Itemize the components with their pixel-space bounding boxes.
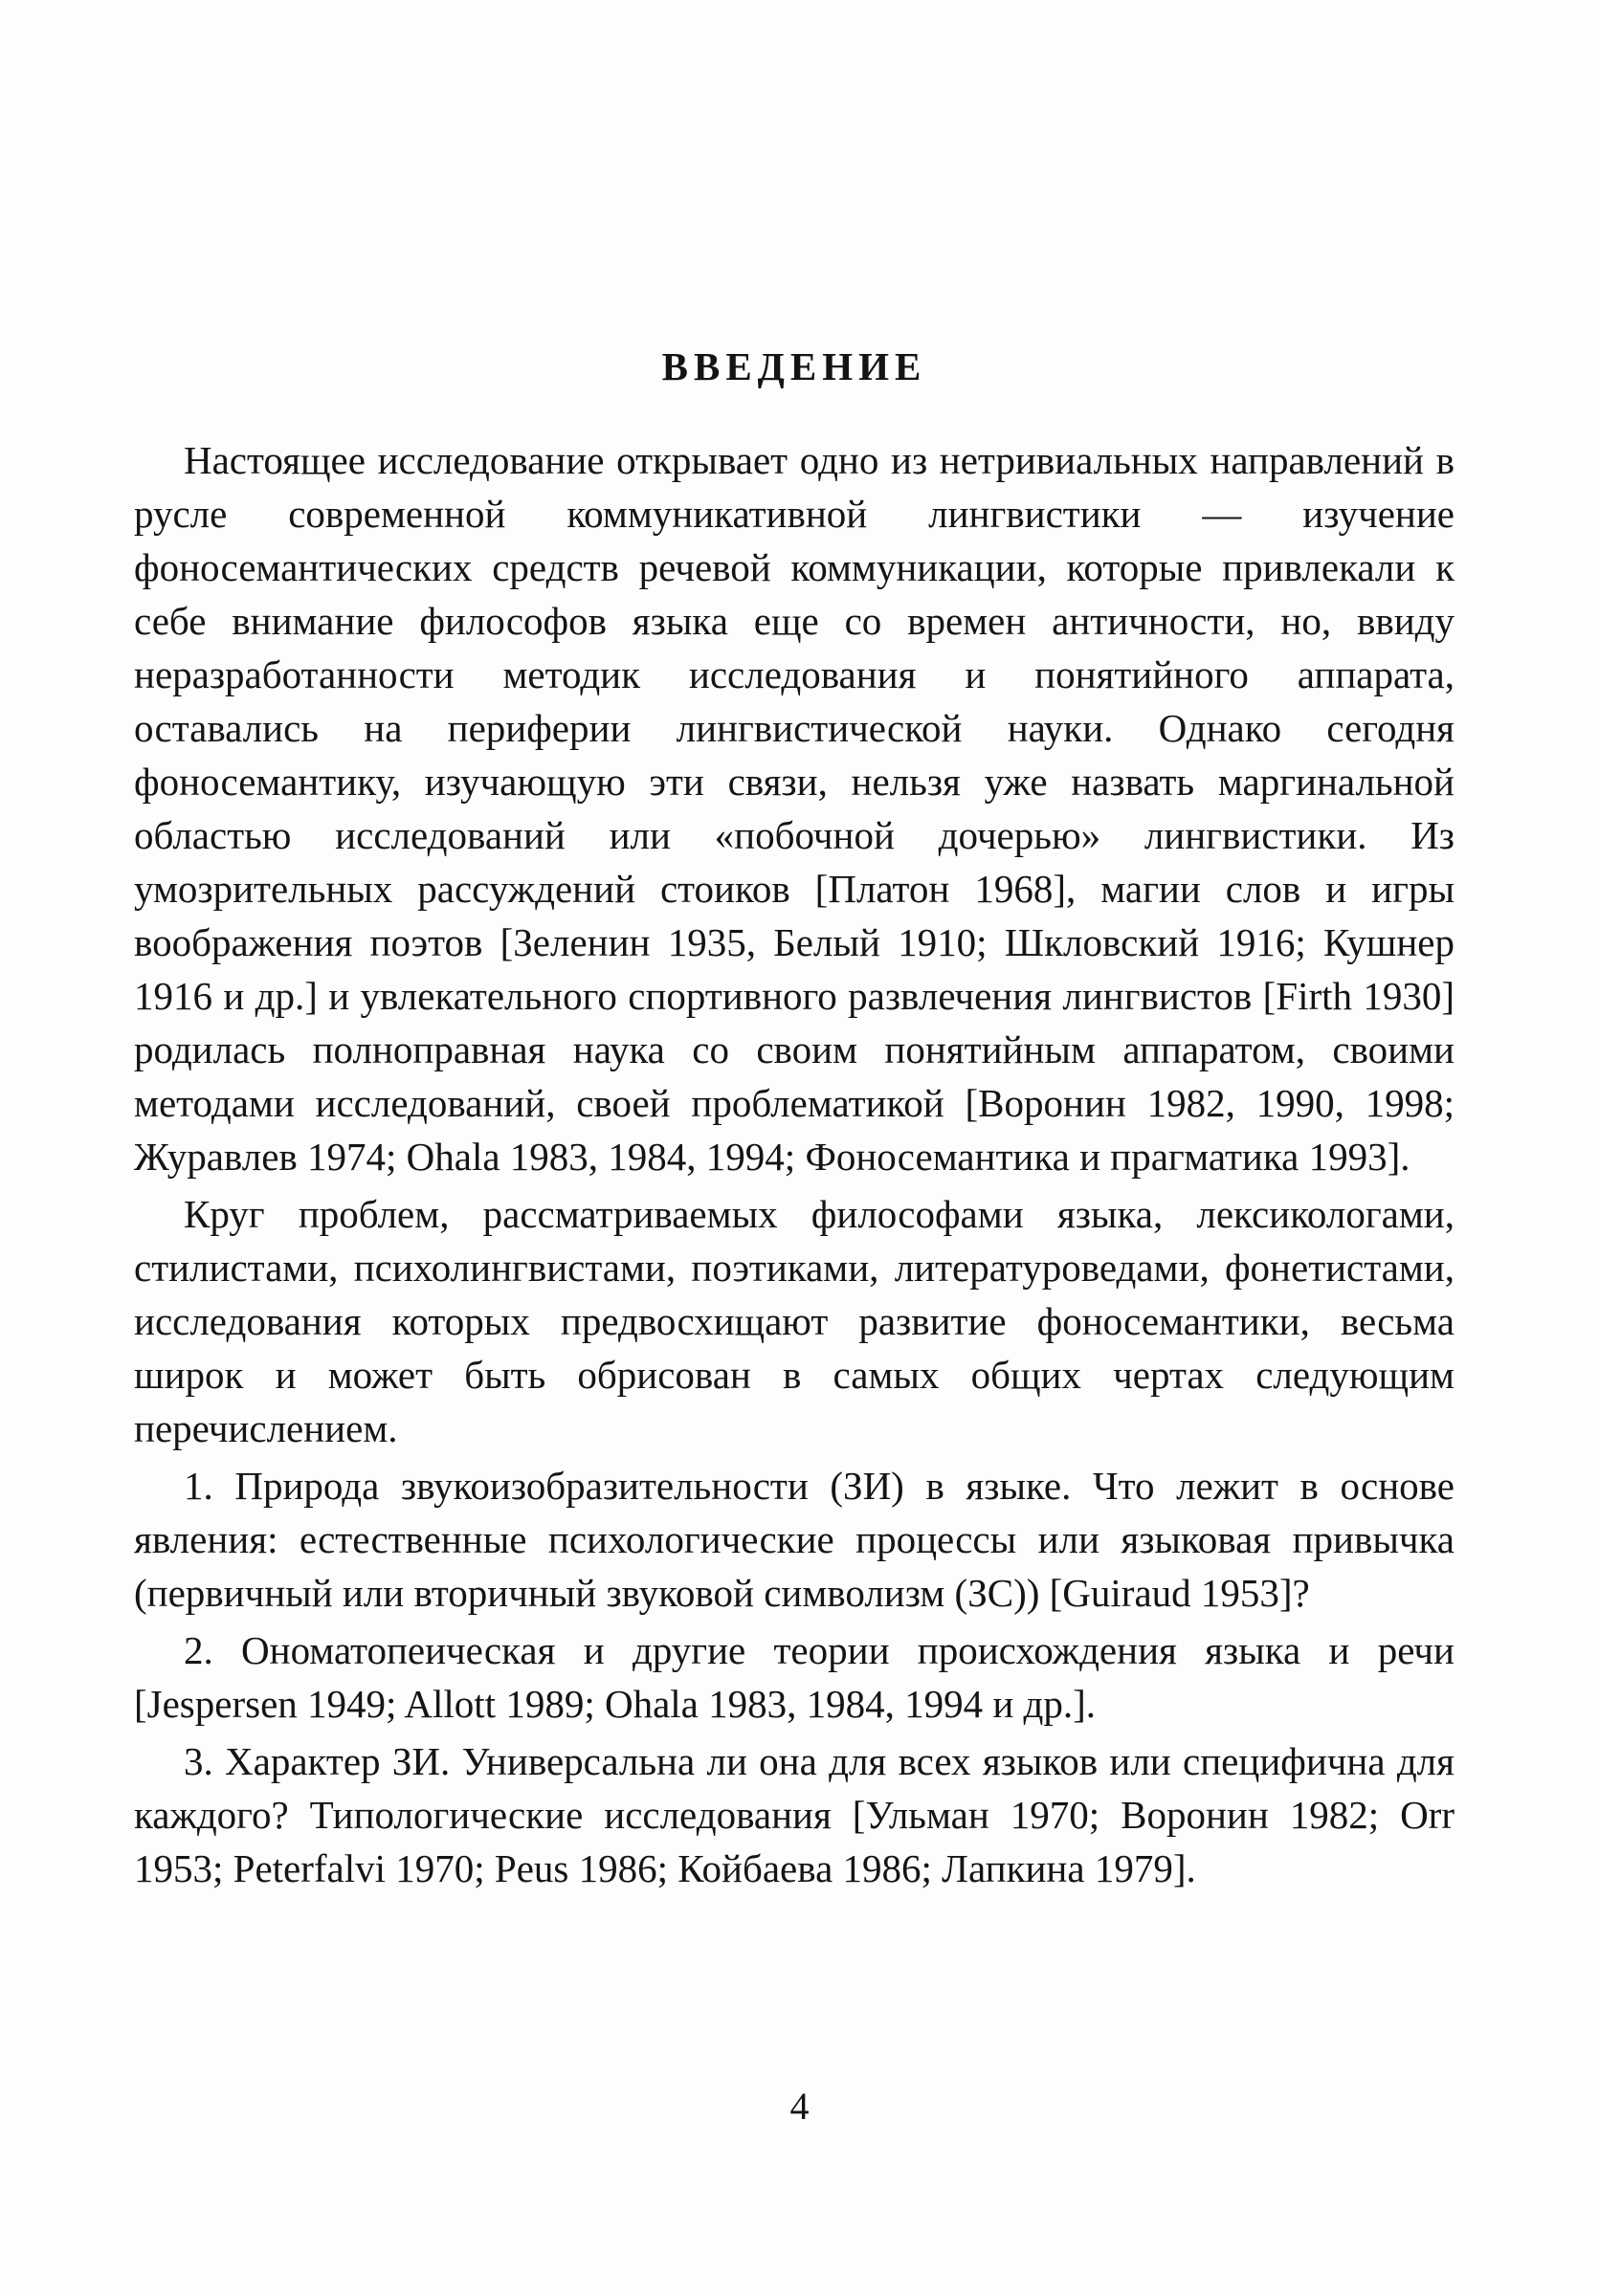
page-content [134, 340, 1455, 1899]
list-item-2: 2. Ономатопеическая и другие теории происхождения языка и речи [Jespersen 1949; Allott 1989; Ohala 1983, 1984, 1994 и др.]. [134, 1628, 1455, 1726]
list-item-3: 3. Характер ЗИ. Универсальна ли она для всех языков или специфична для каждого? Типологические исследования [Ульман 1970; Воронин 1982; Orr 1953; Peterfalvi 1970; Peus 1986; Койбаева 1986; Лапкина 1979]. [134, 1739, 1455, 1890]
page-number: 4 [789, 2085, 810, 2128]
paragraph-problems: Круг проблем, рассматриваемых философами языка, лексикологами, стилистами, психолингвистами, поэтиками, литературоведами, фонетистами, исследования которых предвосхищают развитие фоносемантики, весьма широк и может быть обрисован в самых общих чертах следующим перечислением. [134, 1192, 1455, 1450]
paragraph-intro: Настоящее исследование открывает одно из нетривиальных направлений в русле современной коммуникативной лингвистики — изучение фоносемантических средств речевой коммуникации, которые привлекали к себе внимание философов языка еще со времен античности, но, ввиду неразработанности методик исследования и понятийного аппарата, оставались на периферии лингвистической науки. Однако сегодня фоносемантику, изучающую эти связи, нельзя уже назвать маргинальной областью исследований или «побочной дочерью» лингвистики. Из умозрительных рассуждений стоиков [Платон 1968], магии слов и игры воображения поэтов [Зеленин 1935, Белый 1910; Шкловский 1916; Кушнер 1916 и др.] и увлекательного спортивного развлечения лингвистов [Firth 1930] родилась полноправная наука со своим понятийным аппаратом, своими методами исследований, своей проблематикой [Воронин 1982, 1990, 1998; Журавлев 1974; Ohala 1983, 1984, 1994; Фоносемантика и прагматика 1993]. [134, 438, 1455, 1179]
chapter-heading: ВВЕДЕНИЕ [661, 344, 927, 388]
list-item-1: 1. Природа звукоизобразительности (ЗИ) в языке. Что лежит в основе явления: естественные психологические процессы или языковая привычка (первичный или вторичный звуковой символизм (ЗС)) [Guiraud 1953]? [134, 1464, 1455, 1615]
